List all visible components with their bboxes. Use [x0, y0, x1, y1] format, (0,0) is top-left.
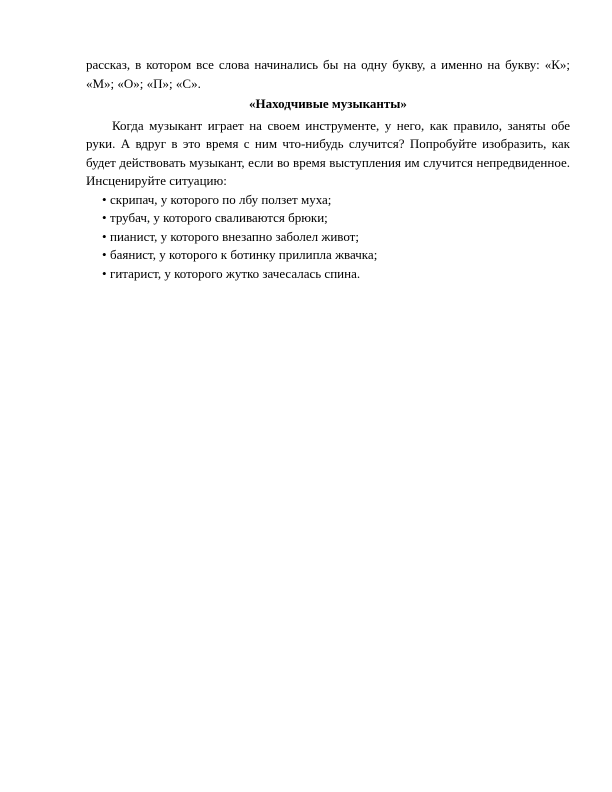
- list-item: [102, 228, 570, 247]
- bullet-icon: •: [102, 247, 107, 262]
- list-item-text: пианист, у которого внезапно заболел живот;: [110, 228, 359, 244]
- list-item-text: скрипач, у которого по лбу ползет муха;: [110, 191, 332, 207]
- document-page: [86, 56, 570, 283]
- list-item: [102, 265, 570, 284]
- list-item: [102, 191, 570, 210]
- bullet-icon: •: [102, 265, 107, 281]
- list-item: [102, 209, 570, 228]
- list-item: [102, 246, 570, 265]
- section-heading: «Находчивые музыканты»: [249, 96, 407, 111]
- situation-list: [86, 191, 570, 284]
- bullet-icon: •: [102, 191, 107, 207]
- list-item-text: гитарист, у которого жутко зачесалась спина.: [110, 265, 361, 281]
- bullet-icon: •: [102, 228, 107, 244]
- bullet-icon: •: [102, 210, 107, 225]
- intro-paragraph: рассказ, в котором все слова начинались бы на одну букву, а именно на букву: «К»; «М»; «О»; «П»; «С».: [86, 57, 570, 91]
- body-paragraph: Когда музыкант играет на своем инструменте, у него, как правило, заняты обе руки. А вдруг в это время с ним что-нибудь случится? Попробуйте изобразить, как будет действовать музыкант, если во время выступления им случится непредвиденное. Инсценируйте ситуацию:: [86, 117, 570, 188]
- list-item-text: баянист, у которого к ботинку прилипла жвачка;: [110, 247, 378, 262]
- list-item-text: трубач, у которого сваливаются брюки;: [110, 210, 328, 225]
